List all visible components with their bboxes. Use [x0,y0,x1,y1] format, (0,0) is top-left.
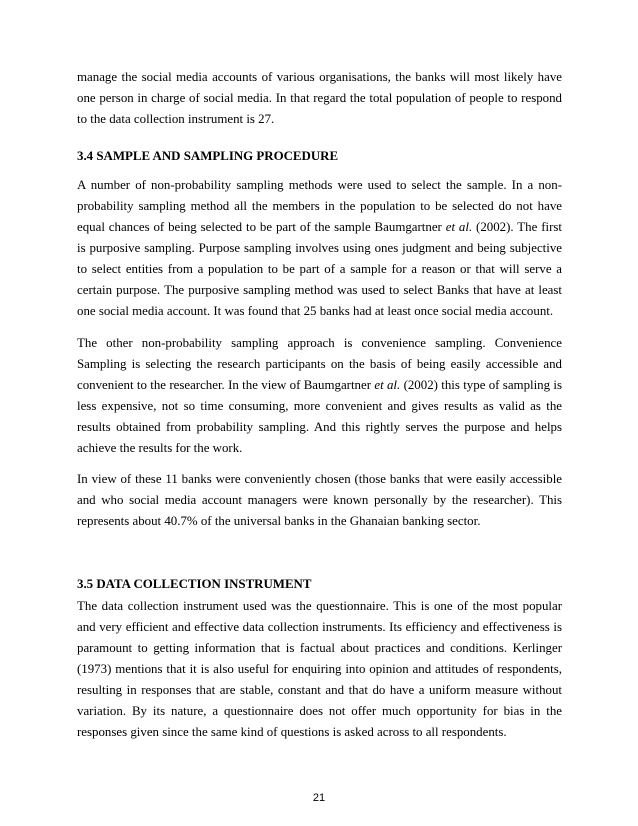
page-number: 21 [312,792,326,804]
section-3-4-paragraph-1-block [77,175,562,322]
section-3-5-paragraph-1: The data collection instrument used was the questionnaire. This is one of the most popular and very efficient and effective data collection instruments. Its efficiency and effectiveness is paramount to getting information that is factual about practices and conditions. Kerlinger (1973) mentions that it is also useful for enquiring into opinion and attitudes of respondents, resulting in responses that are stable, constant and that do have a uniform measure without variation. By its nature, a questionnaire does not offer much opportunity for bias in the responses given since the same kind of questions is asked across to all respondents. [77,599,562,739]
section-3-4-paragraph-3-block [77,469,562,532]
paragraph-text: A number of non-probability sampling methods were used to select the sample. In a non-probability sampling method all the members in the population to be selected do not have equal chances of being selected to be part of the sample Baumgartner [77,178,562,234]
paragraph-text: (2002) this type of sampling is less expensive, not so time consuming, more convenient and gives results as valid as the results obtained from probability sampling. And this rightly serves the purpose and helps achieve the results for the work. [77,378,562,455]
intro-paragraph: manage the social media accounts of various organisations, the banks will most likely have one person in charge of social media. In that regard the total population of people to respond to the data collection instrument is 27. [77,70,562,126]
paragraph-text: (2002). The first is purposive sampling. Purpose sampling involves using ones judgment and being subjective to select entities from a population to be part of a sample for a reason or that will serve a certain purpose. The purposive sampling method was used to select Banks that have at least one social media account. It was found that 25 banks had at least once social media account. [77,220,562,318]
section-3-4-heading: 3.4 SAMPLE AND SAMPLING PROCEDURE [77,149,339,163]
section-3-4-paragraph-3: In view of these 11 banks were conveniently chosen (those banks that were easily accessible and who social media account managers were known personally by the researcher). This represents about 40.7% of the universal banks in the Ghanaian banking sector. [77,472,562,528]
section-3-5-paragraph-1-block [77,596,562,743]
citation-et-al: et al. [374,378,401,392]
section-3-5-heading: 3.5 DATA COLLECTION INSTRUMENT [77,577,312,591]
section-3-4-paragraph-2 [77,333,562,459]
intro-paragraph-block [77,67,562,130]
section-3-4-paragraph-1 [77,175,562,322]
section-3-5-heading-block [77,574,562,595]
citation-et-al: et al. [445,220,473,234]
section-3-4-paragraph-2-block [77,333,562,459]
paragraph-text: The other non-probability sampling approach is convenience sampling. Convenience Sampling is selecting the research participants on the basis of being easily accessible and convenient to the researcher. In the view of Baumgartner [77,336,562,392]
section-3-4-heading-block [77,146,562,167]
